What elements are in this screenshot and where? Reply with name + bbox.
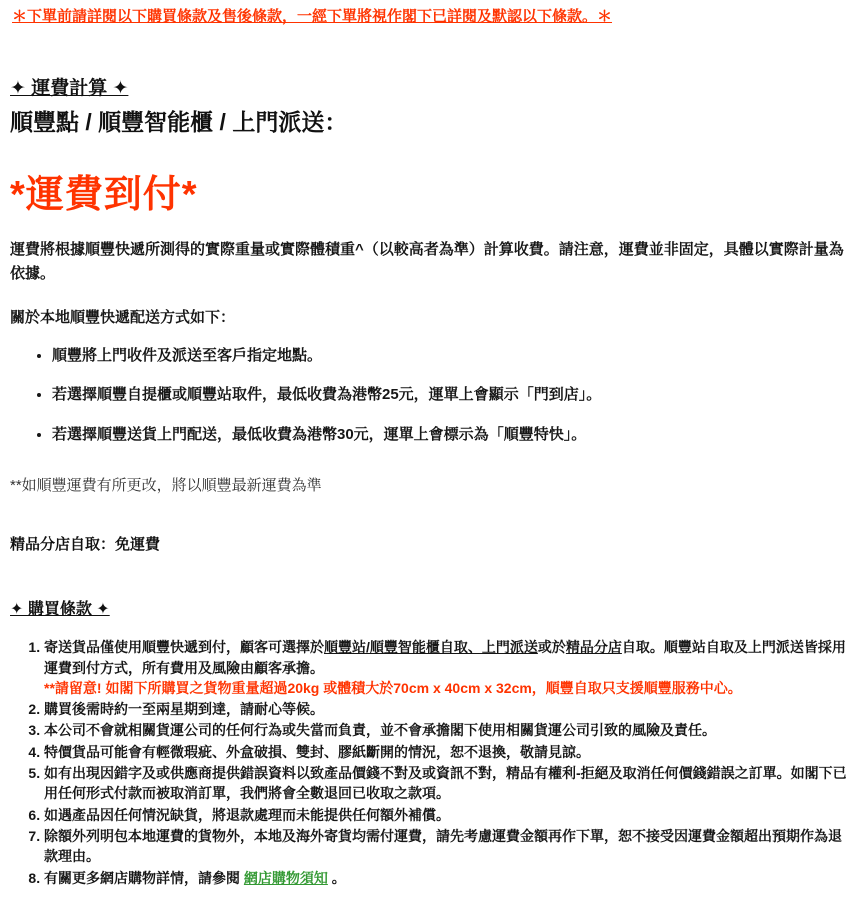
terms-item-8-text: 有關更多網店購物詳情，請參閱 (44, 869, 244, 886)
terms-item-1 (44, 637, 851, 698)
terms-item-3: 3. 本公司不會就相關貨運公司的任何行為或失當而負責，並不會承擔閣下使用相關貨運公司引致的風險及責任。 (44, 720, 851, 740)
shipping-calculation-heading: ✦ 運費計算 ✦ (10, 77, 129, 99)
terms-item-2: 2. 購買後需時約一至兩星期到達，請耐心等候。 (44, 699, 851, 719)
terms-item-4: 4. 特價貨品可能會有輕微瑕疵、外盒破損、雙封、膠紙斷開的情況，恕不退換，敬請見諒。 (44, 742, 851, 762)
terms-item-1-text: 自取。順豐站自取及上門派送皆採用運費到付方式，所有費用及風險由顧客承擔。 (44, 639, 846, 676)
shop-guide-link[interactable]: 網店購物須知 (243, 869, 328, 886)
shipping-methods-subheading: 順豐點 / 順豐智能櫃 / 上門派送： (10, 108, 348, 135)
fee-update-note: **如順豐運費有所更改，將以順豐最新運費為準 (10, 477, 322, 495)
purchase-terms-heading: ✦ 購買條款 ✦ (10, 601, 110, 619)
freight-collect-title: *運費到付* (10, 173, 198, 216)
terms-item-5: 5. 如有出現因錯字及或供應商提供錯誤資料以致產品價錢不對及或資訊不對，精品有權利-拒絕及取消任何價錢錯誤之訂單。如閣下已用任何形式付款而被取消訂單，我們將會全數退回已收取之款項。 (44, 763, 851, 804)
purchase-terms-list (10, 637, 851, 888)
terms-item-1-text: 寄送貨品僅使用順豐快遞到付，顧客可選擇於 (44, 639, 324, 656)
store-pickup-free-note: 精品分店自取：免運費 (10, 536, 161, 554)
delivery-method-item: • 若選擇順豐送貨上門配送，最低收費為港幣30元，運單上會標示為「順豐特快」。 (52, 425, 851, 445)
terms-item-1-text: 或於 (537, 639, 566, 656)
terms-item-6: 6. 如遇產品因任何情況缺貨，將退款處理而未能提供任何額外補償。 (44, 805, 851, 825)
shipping-fee-description: 運費將根據順豐快遞所測得的實際重量或實際體積重^（以較高者為準）計算收費。請注意，運費並非固定，具體以實際計量為依據。 (10, 240, 844, 282)
terms-item-1-underlined-store: 精品分店 (565, 639, 622, 656)
terms-item-7: 7. 除額外列明包本地運費的貨物外，本地及海外寄貨均需付運費，請先考慮運費金額再作下單，恕不接受因運費金額超出預期作為退款理由。 (44, 826, 851, 867)
delivery-method-item: • 若選擇順豐自提櫃或順豐站取件，最低收費為港幣25元，運單上會顯示「門到店」。 (52, 385, 851, 405)
terms-item-8 (44, 868, 851, 888)
delivery-methods-list (10, 346, 851, 445)
pre-order-notice: ＊下單前請詳閱以下購買條款及售後條款，一經下單將視作閣下已詳閱及默認以下條款。＊ (12, 8, 613, 25)
delivery-methods-label: 關於本地順豐快遞配送方式如下： (10, 308, 236, 326)
terms-item-8-text: 。 (327, 869, 346, 886)
delivery-method-item: • 順豐將上門收件及派送至客戶指定地點。 (52, 346, 851, 366)
weight-size-warning: **請留意! 如閣下所購買之貨物重量超過20kg 或體積大於70cm x 40cm x 32cm，順豐自取只支援順豐服務中心。 (44, 679, 742, 696)
terms-item-1-underlined-options: 順豐站/順豐智能櫃自取、上門派送 (324, 639, 538, 656)
